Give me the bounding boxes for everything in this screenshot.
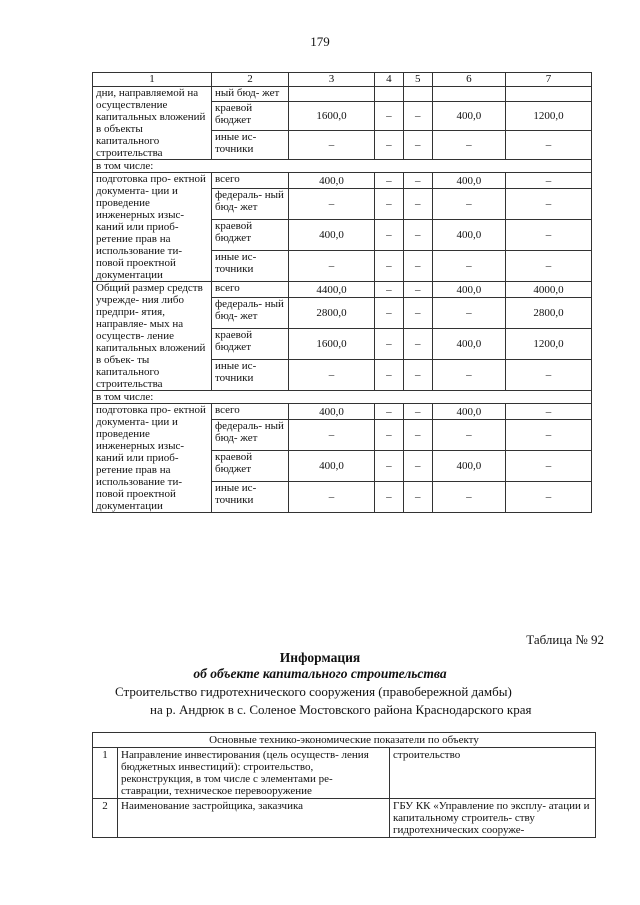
value-cell: 4000,0: [505, 282, 591, 298]
value-cell: –: [432, 420, 505, 451]
column-header: 5: [403, 73, 432, 87]
value-cell: [432, 87, 505, 102]
value-cell: 400,0: [432, 282, 505, 298]
funding-source: всего: [212, 404, 289, 420]
value-cell: –: [505, 420, 591, 451]
funding-source: всего: [212, 282, 289, 298]
value-cell: 400,0: [432, 102, 505, 131]
value-cell: –: [374, 482, 403, 513]
value-cell: 4400,0: [289, 282, 375, 298]
indicator-value: строительство: [390, 748, 596, 799]
value-cell: –: [374, 131, 403, 160]
value-cell: –: [505, 220, 591, 251]
funding-source: федераль- ный бюд- жет: [212, 189, 289, 220]
value-cell: –: [289, 420, 375, 451]
value-cell: –: [374, 404, 403, 420]
value-cell: –: [505, 451, 591, 482]
value-cell: 400,0: [289, 451, 375, 482]
value-cell: 400,0: [432, 404, 505, 420]
table-row: [93, 173, 592, 189]
table-row: [93, 87, 592, 102]
value-cell: –: [403, 298, 432, 329]
page-number: 179: [310, 34, 330, 49]
value-cell: –: [403, 220, 432, 251]
value-cell: –: [374, 220, 403, 251]
table-row: [93, 404, 592, 420]
value-cell: 400,0: [432, 451, 505, 482]
value-cell: 400,0: [432, 329, 505, 360]
value-cell: –: [403, 131, 432, 160]
object-name-line1: Строительство гидротехнического сооружения (правобережной дамбы): [115, 684, 512, 699]
value-cell: –: [403, 102, 432, 131]
funding-source: ный бюд- жет: [212, 87, 289, 102]
value-cell: [289, 87, 375, 102]
value-cell: –: [374, 298, 403, 329]
funding-source: всего: [212, 173, 289, 189]
value-cell: –: [289, 251, 375, 282]
value-cell: –: [432, 482, 505, 513]
object-name-line2: на р. Андрюк в с. Соленое Мостовского района Краснодарского края: [150, 702, 532, 717]
value-cell: –: [374, 251, 403, 282]
value-cell: [374, 87, 403, 102]
value-cell: –: [374, 173, 403, 189]
table-number: Таблица № 92: [526, 632, 604, 647]
funding-source: краевой бюджет: [212, 451, 289, 482]
value-cell: 1600,0: [289, 329, 375, 360]
funding-source: краевой бюджет: [212, 329, 289, 360]
value-cell: 400,0: [432, 173, 505, 189]
value-cell: –: [432, 298, 505, 329]
value-cell: –: [403, 451, 432, 482]
value-cell: –: [289, 131, 375, 160]
row-label: Общий размер средств учрежде- ния либо предпри- ятия, направляе- мых на осуществ- ление капитальных вложений в объек- ты капитального строительства: [93, 282, 212, 391]
section-row: [93, 391, 592, 404]
column-header: 3: [289, 73, 375, 87]
value-cell: –: [403, 189, 432, 220]
value-cell: 1200,0: [505, 329, 591, 360]
indicator-value: ГБУ КК «Управление по эксплу- атации и капитальному строитель- ству гидротехнических сооруже-: [390, 799, 596, 838]
column-header: 1: [93, 73, 212, 87]
indicators-header: Основные технико-экономические показатели по объекту: [93, 733, 596, 748]
table-row: [93, 282, 592, 298]
value-cell: –: [432, 189, 505, 220]
value-cell: –: [505, 251, 591, 282]
row-label: подготовка про- ектной документа- ции и проведение инженерных изыс- каний или приоб- ретение прав на использование ти- повой проектной документации: [93, 404, 212, 513]
table-header-row: [93, 73, 592, 87]
value-cell: –: [374, 451, 403, 482]
section-label: в том числе:: [93, 391, 592, 404]
value-cell: –: [374, 420, 403, 451]
value-cell: 1600,0: [289, 102, 375, 131]
value-cell: 1200,0: [505, 102, 591, 131]
funding-source: иные ис- точники: [212, 482, 289, 513]
value-cell: –: [432, 360, 505, 391]
value-cell: –: [505, 189, 591, 220]
value-cell: –: [374, 360, 403, 391]
value-cell: –: [403, 282, 432, 298]
value-cell: 400,0: [289, 220, 375, 251]
value-cell: –: [403, 482, 432, 513]
funding-source: федераль- ный бюд- жет: [212, 298, 289, 329]
value-cell: –: [374, 189, 403, 220]
value-cell: –: [289, 189, 375, 220]
value-cell: –: [403, 329, 432, 360]
value-cell: 2800,0: [289, 298, 375, 329]
value-cell: –: [505, 360, 591, 391]
value-cell: [505, 87, 591, 102]
value-cell: –: [374, 102, 403, 131]
indicator-num: 2: [93, 799, 118, 838]
value-cell: –: [289, 360, 375, 391]
section-row: [93, 160, 592, 173]
value-cell: [403, 87, 432, 102]
row-label: подготовка про- ектной документа- ции и проведение инженерных изыс- каний или приоб- ретение прав на использование ти- повой проектной документации: [93, 173, 212, 282]
indicators-table: [92, 732, 596, 838]
column-header: 7: [505, 73, 591, 87]
value-cell: –: [374, 329, 403, 360]
value-cell: –: [403, 173, 432, 189]
funding-source: иные ис- точники: [212, 360, 289, 391]
value-cell: –: [403, 404, 432, 420]
value-cell: –: [289, 482, 375, 513]
value-cell: –: [403, 420, 432, 451]
value-cell: –: [374, 282, 403, 298]
info-title: Информация: [279, 650, 361, 665]
funding-source: федераль- ный бюд- жет: [212, 420, 289, 451]
section-label: в том числе:: [93, 160, 592, 173]
value-cell: –: [432, 251, 505, 282]
value-cell: –: [505, 482, 591, 513]
indicator-num: 1: [93, 748, 118, 799]
info-subtitle: об объекте капитального строительства: [193, 666, 447, 681]
indicator-label: Направление инвестирования (цель осуществ- ления бюджетных инвестиций): строительство, реконструкция, в том числе с элементами ре- ставрации, техническое перевооружение: [118, 748, 390, 799]
value-cell: –: [403, 360, 432, 391]
value-cell: 400,0: [432, 220, 505, 251]
column-header: 4: [374, 73, 403, 87]
value-cell: –: [403, 251, 432, 282]
value-cell: –: [505, 404, 591, 420]
indicator-label: Наименование застройщика, заказчика: [118, 799, 390, 838]
column-header: 2: [212, 73, 289, 87]
funding-source: краевой бюджет: [212, 102, 289, 131]
value-cell: 2800,0: [505, 298, 591, 329]
funding-source: иные ис- точники: [212, 131, 289, 160]
column-header: 6: [432, 73, 505, 87]
value-cell: –: [505, 173, 591, 189]
funding-table: [92, 72, 592, 513]
row-label: дни, направляемой на осуществление капитальных вложений в объекты капитального строительства: [93, 87, 212, 160]
value-cell: –: [432, 131, 505, 160]
funding-source: краевой бюджет: [212, 220, 289, 251]
value-cell: 400,0: [289, 173, 375, 189]
funding-source: иные ис- точники: [212, 251, 289, 282]
value-cell: 400,0: [289, 404, 375, 420]
value-cell: –: [505, 131, 591, 160]
